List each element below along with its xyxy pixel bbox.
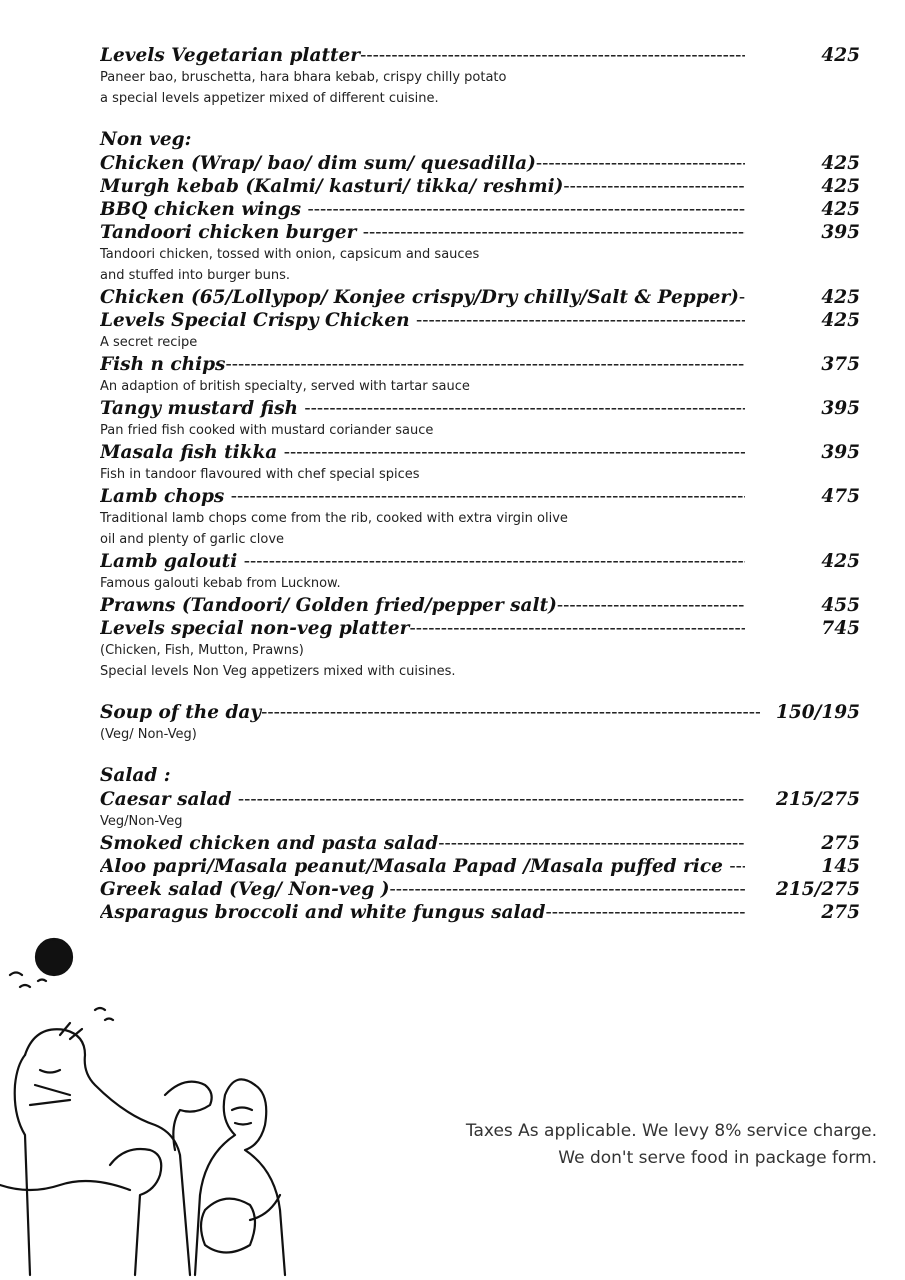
item-price: 215/275 (770, 878, 860, 901)
item-name: Masala fish tikka ----- (100, 441, 745, 464)
menu-item (100, 221, 860, 244)
item-desc: Fish in tandoor flavoured with chef special spices (100, 467, 420, 482)
item-name: Fish n chips ----- (100, 353, 745, 376)
salad-list (100, 788, 860, 924)
item-name: Greek salad (Veg/ Non-veg ) ----- (100, 878, 745, 901)
menu-item (100, 878, 860, 901)
item-desc: oil and plenty of garlic clove (100, 532, 285, 547)
item-desc: Paneer bao, bruschetta, hara bhara kebab, crispy chilly potato (100, 70, 507, 85)
menu-item (100, 309, 860, 332)
section-title-non-veg: Non veg: (100, 129, 192, 150)
item-name: Tangy mustard fish ----- (100, 397, 745, 420)
item-name: Smoked chicken and pasta salad ----- (100, 832, 745, 855)
menu-item (100, 855, 860, 878)
item-price: 275 (815, 832, 860, 855)
menu-item (100, 397, 860, 420)
item-name: Murgh kebab (Kalmi/ kasturi/ tikka/ reshmi) ----- (100, 175, 745, 198)
item-name: Aloo papri/Masala peanut/Masala Papad /Masala puffed rice ----- (100, 855, 745, 878)
item-desc: Tandoori chicken, tossed with onion, capsicum and sauces (100, 247, 480, 262)
item-price: 425 (815, 286, 860, 309)
menu-item (100, 286, 860, 309)
menu-item (100, 198, 860, 221)
item-desc: An adaption of british specialty, served with tartar sauce (100, 379, 470, 394)
item-name: BBQ chicken wings ----- (100, 198, 745, 221)
footer-note (466, 1118, 877, 1172)
item-price: 275 (815, 901, 860, 924)
menu-item (100, 788, 860, 811)
item-price: 425 (815, 550, 860, 573)
menu-item (100, 550, 860, 573)
item-price: 395 (815, 441, 860, 464)
item-desc: Famous galouti kebab from Lucknow. (100, 576, 341, 591)
menu-content (100, 44, 860, 924)
item-desc: Special levels Non Veg appetizers mixed with cuisines. (100, 664, 456, 679)
footer-taxes: Taxes As applicable. We levy 8% service charge. (465, 1121, 877, 1141)
item-desc: (Veg/ Non-Veg) (100, 727, 197, 742)
item-price: 395 (815, 397, 860, 420)
item-desc: a special levels appetizer mixed of different cuisine. (100, 91, 439, 106)
item-name: Levels Special Crispy Chicken ----- (100, 309, 745, 332)
menu-item (100, 832, 860, 855)
menu-item (100, 901, 860, 924)
item-price: 425 (815, 198, 860, 221)
menu-item (100, 152, 860, 175)
menu-item (100, 353, 860, 376)
item-price: 425 (815, 309, 860, 332)
item-name: Tandoori chicken burger ----- (100, 221, 745, 244)
camel-caravan-illustration (0, 935, 300, 1280)
menu-item-veg-platter (100, 44, 860, 67)
item-price: 745 (815, 617, 860, 640)
menu-item (100, 485, 860, 508)
item-price: 425 (815, 175, 860, 198)
item-name: Lamb galouti ----- (100, 550, 745, 573)
item-desc: (Chicken, Fish, Mutton, Prawns) (100, 643, 304, 658)
item-desc: Pan fried fish cooked with mustard coriander sauce (100, 423, 434, 438)
menu-item (100, 441, 860, 464)
item-name: Prawns (Tandoori/ Golden fried/pepper salt) ----- (100, 594, 745, 617)
non-veg-list (100, 152, 860, 682)
item-name: Soup of the day ----- (100, 701, 760, 724)
menu-item (100, 175, 860, 198)
item-desc: and stuffed into burger buns. (100, 268, 291, 283)
menu-item (100, 594, 860, 617)
item-name: Levels special non-veg platter ----- (100, 617, 745, 640)
item-desc: A secret recipe (100, 335, 198, 350)
item-name: Levels Vegetarian platter ----- (100, 44, 745, 67)
menu-item (100, 617, 860, 640)
item-price: 395 (815, 221, 860, 244)
item-name: Caesar salad ----- (100, 788, 745, 811)
item-price: 455 (815, 594, 860, 617)
item-price: 215/275 (770, 788, 860, 811)
item-price: 150/195 (770, 701, 860, 724)
item-price: 425 (815, 44, 860, 67)
item-price: 425 (815, 152, 860, 175)
item-name: Lamb chops ----- (100, 485, 745, 508)
item-name: Chicken (Wrap/ bao/ dim sum/ quesadilla) ----- (100, 152, 745, 175)
menu-item-soup (100, 701, 860, 724)
item-name: Chicken (65/Lollypop/ Konjee crispy/Dry chilly/Salt & Pepper) ----- (100, 286, 745, 309)
item-price: 375 (815, 353, 860, 376)
section-title-salad: Salad : (100, 765, 171, 786)
item-desc: Veg/Non-Veg (100, 814, 183, 829)
item-desc: Traditional lamb chops come from the rib, cooked with extra virgin olive (100, 511, 568, 526)
item-name: Asparagus broccoli and white fungus salad ----- (100, 901, 745, 924)
item-price: 145 (815, 855, 860, 878)
item-price: 475 (815, 485, 860, 508)
footer-package: We don't serve food in package form. (558, 1148, 877, 1168)
